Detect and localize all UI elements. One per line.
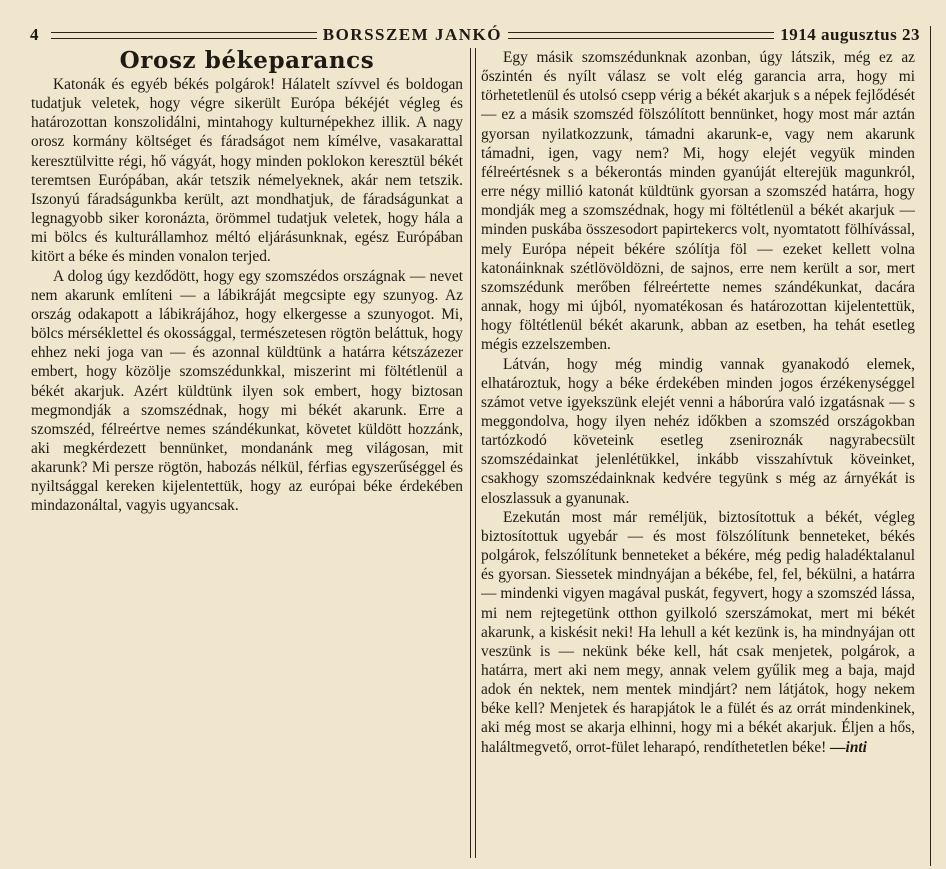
left-paragraph-1: Katonák és egyéb békés polgárok! Hálatelt szívvel és boldogan tudatjuk veletek, hogy végre sikerült Európa békéjét végleg és határozottan konszolidálni, mintahogy kulturnépekhez illik. A nagy orosz kormány költséget és fáradságot nem kímélve, vasakarattal keresztülvitte régi, hő vágyát, hogy minden poklokon keresztül békét teremtsen Európában, akár tetszik némelyeknek, akár nem tetszik. Iszonyú fáradságunkba került, azt mondhatjuk, de fáradságunkat a legnagyobb siker koronázta, örömmel tudatjuk veletek, hogy hála a mi bölcs és kulturállamhoz méltó eljárásunknak, egész Európában kitört a béke és minden vonalon terjed. <box>31 76 463 266</box>
page-number: 4 <box>30 25 39 44</box>
right-column <box>481 48 915 860</box>
right-paragraph-3-text: Ezekután most már reméljük, biztosítottuk a békét, végleg biztosítottuk ugyebár — és most fölszólítunk benneteket, békés polgárok, felszólítunk benneteket a békére, még pedig haladéktalanul és gyorsan. Siessetek mindnyájan a békébe, fel, fel, békülni, a határra — mindenki vigyen magával puskát, fegyvert, hogy a szomszéd lássa, mi nem rejtegetünk otthon gyilkoló szerszámokat, mert mi békét akarunk, a kiskésit neki! Ha lehull a két kezünk is, ha mindnyájan ott veszünk is — nekünk béke kell, hát csak menjetek, polgárok, a határra, mert aki nem megy, annak velem gyűlik meg a baja, majd adok én nektek, nem mentek mindjárt? nem látjátok, hogy nekem béke kell? Menjetek és harapjátok le a fülét és az orrát mindenkinek, aki még most se akarja elhinni, hogy mi a békét akarjuk. Éljen a hős, haláltmegvető, orrot-fület leharapó, rendíthetetlen béke! <box>481 508 915 756</box>
article-title: Orosz békeparancs <box>119 48 375 74</box>
masthead-title: BORSSZEM JANKÓ <box>322 25 502 44</box>
right-paragraph-3 <box>481 508 915 757</box>
author-signature: —inti <box>830 738 867 756</box>
header-rule-left <box>51 32 317 39</box>
page-edge-rule <box>930 26 931 866</box>
header-rule-right <box>508 32 774 39</box>
issue-date: 1914 augusztus 23 <box>780 25 921 44</box>
left-column <box>31 48 463 860</box>
page-header <box>30 24 920 46</box>
right-paragraph-1: Egy másik szomszédunknak azonban, úgy látszik, még ez az őszintén és nyílt válasz se volt elég garancia arra, hogy mi törhetetlenül és utolsó csepp vérig a békét akarjuk s a népek fejlődését — ez a másik szomszéd fölszólított bennünket, hogy most már aztán gyorsan nyilatkozzunk, támadni akarunk-e, vagy nem akarunk támadni, igen, vagy nem? Mi, hogy elejét vegyük minden félreértésnek s a békerontás minden gyanúját elterejük magunkról, erre négy millió katonát küldtünk gyorsan a szomszéd határra, hogy mondják meg a szomszédnak, hogy mi föltétlenül a békét akarjuk — minden puskába összesodort papirtekercs volt, nyomtatott fölhívással, mely Európa népeit békére szólítja föl — ezeket kellett volna katonáinknak szétlövöldözni, de sajnos, erre nem került a sor, mert szomszédunk merőben félreértette nemes szándékunkat, dacára annak, hogy mi újból, nyomatékosan és határozottan kijelentettük, hogy föltétlenül békét akarunk, abban az esetben, ha tehát esetleg mégis ezzelszemben. <box>481 49 915 354</box>
column-divider <box>470 48 476 858</box>
right-paragraph-2: Látván, hogy még mindig vannak gyanakodó elemek, elhatároztuk, hogy a béke érdekében minden jogos érzékenységgel számot vetve igyekszünk elejét venni a háborúra való izgatásnak — s meggondolva, hogy ilyen nehéz időkben a szomszéd országokban tartózkodó követeink esetleg zseniroznák nagyrabecsült szomszédainkat jelenlétükkel, inkább visszahívtuk köveinket, csakhogy szomszédainknak kedvére tegyünk s még az árnyékát is eloszlassuk a gyanunak. <box>481 355 915 507</box>
left-paragraph-2: A dolog úgy kezdődött, hogy egy szomszédos országnak — nevet nem akarunk említeni — a lábikráját megcsipte egy szunyog. Az ország odakapott a lábikrájához, hogy elkergesse a szunyogot. Mi, bölcs mérséklettel és okossággal, természetesen rögtön beláttuk, hogy ehhez neki joga van — és azonnal küldtünk a határra kétszázezer embert, hogy közölje szomszédunkkal, miszerint mi föltétlenül a békét akarjuk. Azért küldtünk ilyen sok embert, hogy biztosan megmondják a szomszédnak, hogy mi békét akarunk. Erre a szomszéd, félreértve nemes szándékunkat, követet küldött hozzánk, aki megkérdezett bennünket, mondanánk meg világosan, mit akarunk? Mi persze rögtön, habozás nélkül, férfias egyszerűséggel és nyiltsággal kereken kijelentettük, hogy az európai béke érdekében mindazonáltal, vagyis ugyancsak. <box>31 267 463 515</box>
